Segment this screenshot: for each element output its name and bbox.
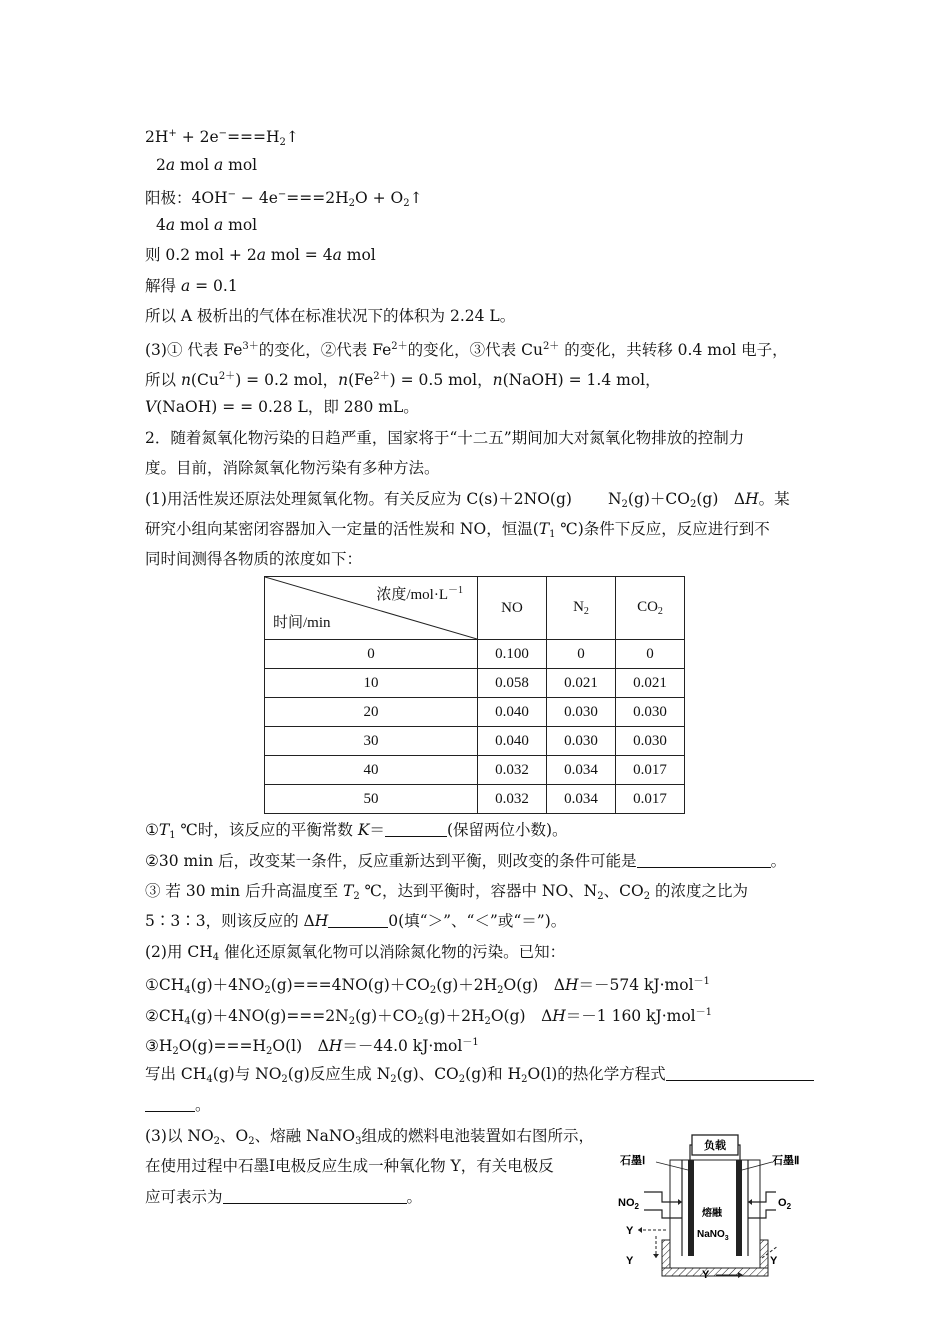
subquestion-1: $①T_1$ ℃时，该反应的平衡常数 K＝ (保留两位小数)。	[145, 821, 568, 841]
table-cell: 0	[547, 640, 616, 669]
write-equation-end: 。	[145, 1095, 211, 1115]
table-cell: 0.032	[478, 756, 547, 785]
table-cell: 30	[265, 727, 478, 756]
table-cell: 0.030	[616, 727, 685, 756]
electrode-left	[688, 1160, 694, 1256]
table-cell: 20	[265, 698, 478, 727]
table-cell: 0.030	[547, 698, 616, 727]
load-label: 负载	[704, 1140, 726, 1152]
answer-blank[interactable]	[385, 822, 447, 837]
table-cell: 0.017	[616, 756, 685, 785]
table-cell: 0.017	[616, 785, 685, 814]
table-cell: 0	[616, 640, 685, 669]
table-row	[265, 669, 685, 698]
table-cell: 0.034	[547, 785, 616, 814]
column-header-n2: $N_2$	[547, 577, 616, 640]
table-cell: 0.058	[478, 669, 547, 698]
part1-line3: 同时间测得各物质的浓度如下：	[145, 550, 363, 568]
gas-in-right-label: $O_2$	[778, 1197, 792, 1211]
concentration-table	[264, 576, 685, 814]
answer-blank[interactable]	[145, 1097, 195, 1112]
anode-equation: 阳极：$4OH^- - 4e^-===2H_2O$ + $O_2↑$	[145, 189, 423, 209]
y-left-out-label: Y	[626, 1225, 634, 1237]
header-time: 时间/min	[273, 615, 331, 631]
part3-line3: 应可表示为 。	[145, 1188, 423, 1206]
part1-line2: 研究小组向某密闭容器加入一定量的活性炭和 NO，恒温($T_1$ ℃)条件下反应，反应进行到不	[145, 520, 770, 540]
part2-intro: (2)用 $CH_4$ 催化还原氮氧化物可以消除氮化物的污染。已知：	[145, 943, 566, 963]
table-cell: 0	[265, 640, 478, 669]
table-cell: 0.021	[547, 669, 616, 698]
part1-line1: (1)用活性炭还原法处理氮氧化物。有关反应为 C(s)＋2NO(g) $N_2(g)+CO_2(g)$ ΔH。某	[145, 490, 790, 510]
table-row	[265, 785, 685, 814]
table-row	[265, 640, 685, 669]
electrode-left-label: 石墨Ⅰ	[620, 1155, 646, 1167]
table-row	[265, 698, 685, 727]
gas-in-left-label: $NO_2$	[618, 1197, 639, 1211]
volume-line: 所以 A 极析出的气体在标准状况下的体积为 2.24 L。	[145, 307, 516, 325]
fuel-cell-diagram	[612, 1130, 818, 1280]
question-intro-1: 2．随着氮氧化物污染的日趋严重，国家将于“十二五”期间加大对氮氧化物排放的控制力	[145, 429, 745, 447]
solve-line: 解得 a = 0.1	[145, 277, 238, 295]
melt-label-1: 熔融	[702, 1208, 722, 1219]
answer-blank[interactable]	[637, 853, 771, 868]
table-cell: 40	[265, 756, 478, 785]
electrode-right-label: 石墨Ⅱ	[772, 1155, 800, 1167]
question-intro-2: 度。目前，消除氮氧化物污染有多种方法。	[145, 459, 440, 477]
answer-blank[interactable]	[666, 1066, 814, 1081]
table-cell: 0.030	[547, 727, 616, 756]
subquestion-3-line1: ③ 若 30 min 后升高温度至 $T_2$ ℃，达到平衡时，容器中 NO、$N_2$、$CO_2$ 的浓度之比为	[145, 882, 749, 902]
y-right-label: Y	[770, 1255, 778, 1267]
melt-label-2: NaNO$_3$	[697, 1229, 729, 1242]
electrode-right	[736, 1160, 742, 1256]
cathode-amounts: 2a mol a mol	[156, 156, 258, 174]
table-cell: 0.032	[478, 785, 547, 814]
table-cell: 0.034	[547, 756, 616, 785]
part3-line2: 在使用过程中石墨Ⅰ电极反应生成一种氧化物 Y，有关电极反	[145, 1157, 554, 1175]
answer-blank[interactable]	[328, 913, 388, 928]
balance-line: 则 0.2 mol + 2a mol = 4a mol	[145, 246, 376, 264]
table-cell: 0.021	[616, 669, 685, 698]
column-header-no: NO	[478, 577, 547, 640]
part3-line1: (3)以 $NO_2$、$O_2$、熔融 NaNO$_3$组成的燃料电池装置如右图所示，	[145, 1127, 595, 1147]
moles-line: 所以 $n(Cu^{2+}) = 0.2$ mol，$n(Fe^{2+}) = 0.5$ mol，n(NaOH) = 1.4 mol，	[145, 371, 661, 389]
subquestion-3-line2: 5∶3∶3，则该反应的 ΔH 0(填“＞”、“＜”或“＝”)。	[145, 912, 567, 930]
table-cell: 0.040	[478, 727, 547, 756]
table-header-row	[265, 577, 685, 640]
diagonal-header-cell	[265, 577, 478, 640]
table-cell: 0.100	[478, 640, 547, 669]
table-cell: 0.030	[616, 698, 685, 727]
header-concentration: 浓度$/mol\cdot L^{-1}$	[376, 585, 463, 603]
equation-1: $①CH_4(g)+4NO_2(g)===4NO(g)+CO_2(g)+2H_2O(g)$ ΔH＝－574 kJ·mol$^{-1}$	[145, 976, 710, 996]
table-row	[265, 756, 685, 785]
y-left-down-label: Y	[626, 1255, 634, 1267]
table-row	[265, 727, 685, 756]
equation-3: $③H_2O(g)===H_2O(l)$ ΔH＝－44.0 kJ·mol$^{-1}$	[145, 1037, 479, 1057]
table-cell: 10	[265, 669, 478, 698]
table-cell: 50	[265, 785, 478, 814]
column-header-co2: $CO_2$	[616, 577, 685, 640]
cathode-equation: $2H^+ + 2e^-===H_2↑$	[145, 128, 299, 148]
table-cell: 0.040	[478, 698, 547, 727]
volume-naoh-line: V(NaOH) = = 0.28 L，即 280 mL。	[145, 398, 419, 416]
anode-amounts: 4a mol a mol	[156, 216, 258, 234]
equation-2: $②CH_4(g)+4NO(g)===2N_2(g)+CO_2(g)+2H_2O(g)$ ΔH＝－1 160 kJ·mol$^{-1}$	[145, 1007, 712, 1027]
subquestion-2: ②30 min 后，改变某一条件，反应重新达到平衡，则改变的条件可能是 。	[145, 852, 787, 870]
y-bottom-label: Y	[702, 1269, 710, 1280]
answer-blank[interactable]	[223, 1189, 407, 1204]
write-equation-prompt: 写出 $CH_4(g)$与 $NO_2(g)$反应生成 $N_2(g)$、$CO_2(g)$和 $H_2O(l)$的热化学方程式	[145, 1064, 814, 1090]
part3-ions-line: (3)① 代表 $Fe^{3+}$的变化，②代表 $Fe^{2+}$的变化，③代表 $Cu^{2+}$ 的变化，共转移 0.4 mol 电子，	[145, 341, 788, 359]
